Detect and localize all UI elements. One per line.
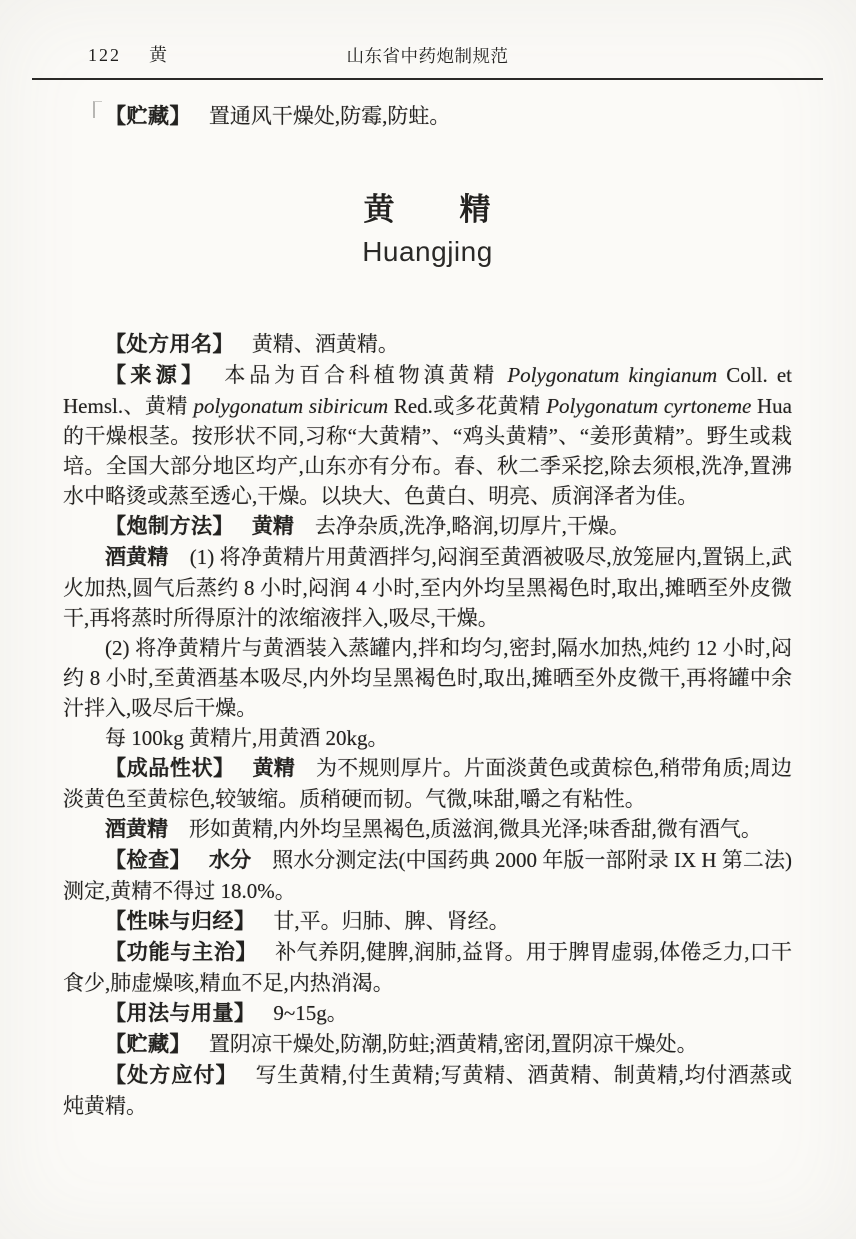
chapter-label: 黄 [149, 45, 167, 65]
text-run: 写生黄精,付生黄精;写黄精、酒黄精、制黄精,均付酒蒸或炖黄精。 [63, 1063, 792, 1118]
text-run: 黄精、酒黄精。 [251, 332, 399, 356]
text-run: 甘,平。归肺、脾、肾经。 [273, 909, 510, 933]
paragraph [63, 998, 792, 1029]
paragraph [63, 542, 792, 633]
text-run: Red.或多花黄精 [388, 394, 547, 418]
section-label: 【处方应付】 [105, 1064, 238, 1087]
text-run: 置阴凉干燥处,防潮,防蛀;酒黄精,密闭,置阴凉干燥处。 [208, 1032, 698, 1056]
text-run: 补气养阴,健脾,润肺,益肾。用于脾胃虚弱,体倦乏力,口干食少,肺虚燥咳,精血不足,内热消渴。 [63, 940, 792, 995]
latin-botanical-name: Polygonatum kingianum [507, 363, 718, 387]
text-run: 为不规则厚片。片面淡黄色或黄棕色,稍带角质;周边淡黄色至黄棕色,较皱缩。质稍硬而韧。气微,味甜,嚼之有粘性。 [63, 756, 793, 811]
paragraph [63, 360, 792, 511]
paragraph [63, 723, 792, 753]
paragraph [63, 845, 792, 906]
drug-sublabel: 黄精 [252, 757, 295, 780]
text-run: 置通风干燥处,防霉,防蛀。 [208, 104, 451, 128]
header-rule [32, 78, 823, 80]
book-title: 山东省中药炮制规范 [346, 46, 509, 66]
text-run: Coll. et Hemsl.、黄精 [63, 363, 792, 418]
entry-body [63, 329, 792, 1121]
text-run: Hua 的干燥根茎。按形状不同,习称“大黄精”、“鸡头黄精”、“姜形黄精”。野生或栽培。全国大部分地区均产,山东亦有分布。春、秋二季采挖,除去须根,洗净,置沸水中略烫或蒸至透心,干燥。以块大、色黄白、明亮、质润泽者为佳。 [63, 394, 792, 508]
drug-sublabel: 酒黄精 [105, 546, 169, 569]
section-label: 【贮藏】 [105, 1033, 191, 1056]
section-label: 【性味与归经】 [105, 910, 256, 933]
section-label: 【来源】 [105, 364, 207, 387]
scan-smudge [93, 101, 102, 118]
paragraph [63, 633, 792, 723]
text-run: (2) 将净黄精片与黄酒装入蒸罐内,拌和均匀,密封,隔水加热,炖约 12 小时,闷约 8 小时,至黄酒基本吸尽,内外均呈黑褐色时,取出,摊晒至外皮微干,再将罐中余汁拌入,吸尽后干燥。 [63, 636, 792, 720]
text-run: 每 100kg 黄精片,用黄酒 20kg。 [105, 726, 389, 750]
text-run: 照水分测定法(中国药典 2000 年版一部附录 IX H 第二法)测定,黄精不得过 18.0%。 [63, 848, 793, 903]
paragraph [63, 937, 792, 998]
section-label: 【贮藏】 [105, 105, 191, 128]
paragraph [63, 814, 792, 845]
paragraph [63, 906, 792, 937]
drug-sublabel: 水分 [209, 849, 252, 872]
text-run: (1) 将净黄精片用黄酒拌匀,闷润至黄酒被吸尽,放笼屉内,置锅上,武火加热,圆气后蒸约 8 小时,闷润 4 小时,至内外均呈黑褐色时,取出,摊晒至外皮微干,再将蒸时所得原汁的浓缩液拌入,吸尽,干燥。 [63, 545, 793, 630]
entry-title-block [63, 192, 792, 269]
running-header [63, 42, 792, 70]
section-label: 【炮制方法】 [105, 515, 234, 538]
latin-botanical-name: polygonatum sibiricum [193, 394, 389, 418]
paragraph [63, 753, 792, 814]
entry-title-pinyin: Huangjing [362, 236, 493, 267]
paragraph [63, 511, 792, 542]
latin-botanical-name: Polygonatum cyrtoneme [546, 394, 752, 418]
text-run: 形如黄精,内外均呈黑褐色,质滋润,微具光泽;味香甜,微有酒气。 [168, 817, 762, 841]
section-label: 【处方用名】 [105, 333, 234, 356]
text-run: 9~15g。 [273, 1001, 348, 1025]
text-run: 去净杂质,洗净,略润,切厚片,干燥。 [293, 514, 630, 538]
section-label: 【检查】 [105, 849, 192, 872]
section-label: 【功能与主治】 [105, 941, 258, 964]
previous-entry-storage [63, 101, 792, 132]
paragraph [63, 1060, 792, 1121]
section-label: 【用法与用量】 [105, 1002, 256, 1025]
page-number: 122 [88, 45, 121, 65]
paragraph [63, 329, 792, 360]
drug-sublabel: 黄精 [251, 515, 294, 538]
drug-sublabel: 酒黄精 [105, 818, 168, 841]
paragraph [63, 1029, 792, 1060]
text-run: 本品为百合科植物滇黄精 [224, 363, 508, 387]
entry-title-chinese: 黄 精 [363, 192, 492, 227]
section-label: 【成品性状】 [105, 757, 235, 780]
